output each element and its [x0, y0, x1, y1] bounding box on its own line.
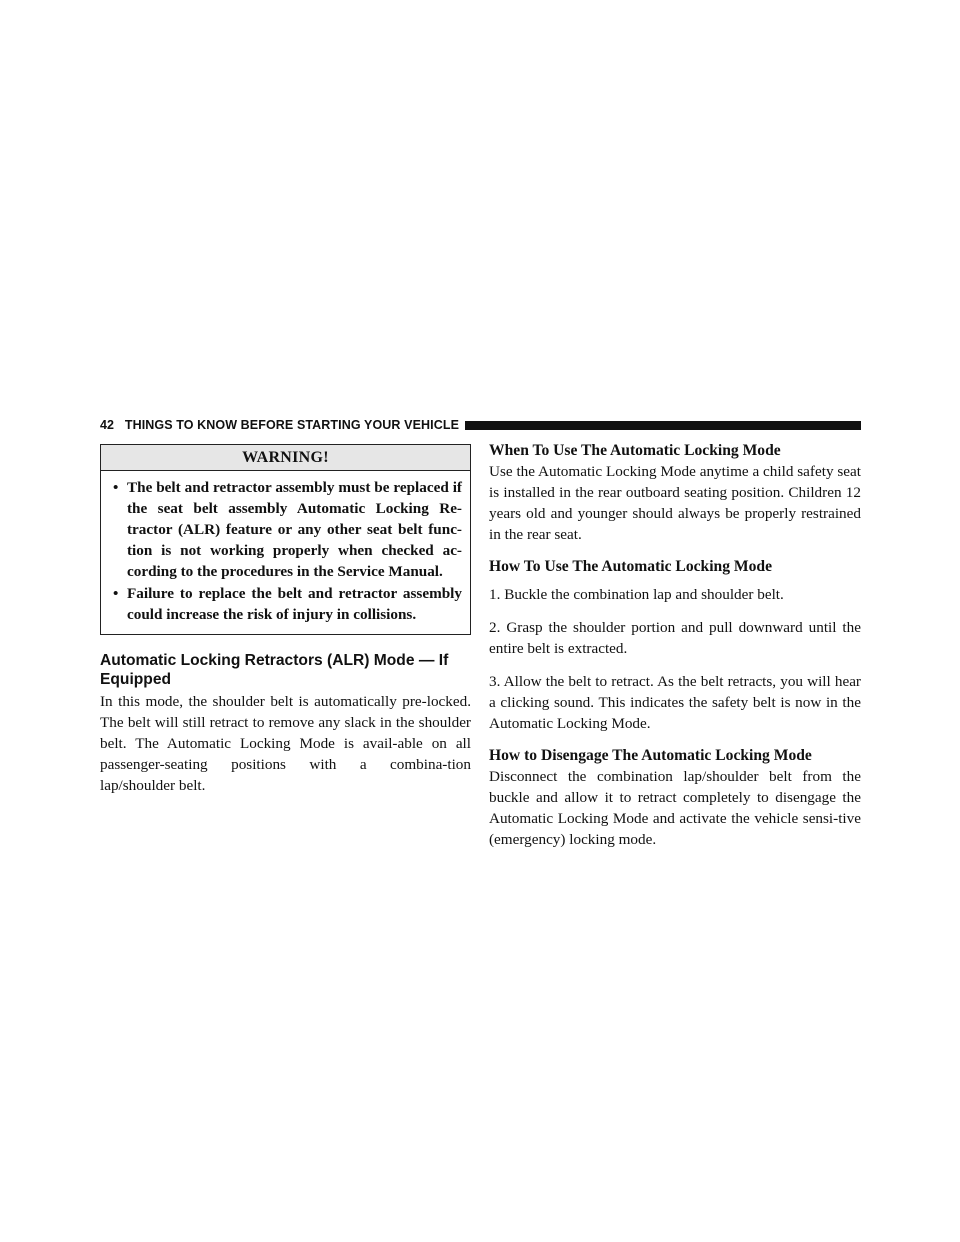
- step-1: 1. Buckle the combination lap and shoulder belt.: [489, 586, 784, 603]
- alr-mode-paragraph: In this mode, the shoulder belt is automatically pre-locked. The belt will still retract to remove any slack in the shoulder belt. The Automatic Locking Mode is avail-able on all passenger-seating positions with a combina-tion lap/shoulder belt.: [100, 693, 471, 794]
- warning-item-text: The belt and retractor assembly must be replaced if the seat belt assembly Automatic Locking Re-tractor (ALR) feature or any other seat belt func-tion is not working properly when checked ac-cording to the procedures in the Service Manual.: [127, 479, 462, 580]
- header-rule: [465, 421, 861, 430]
- step-3: 3. Allow the belt to retract. As the belt retracts, you will hear a clicking sound. This indicates the safety belt is now in the Automatic Locking Mode.: [489, 673, 861, 732]
- chapter-title: THINGS TO KNOW BEFORE STARTING YOUR VEHICLE: [124, 418, 460, 432]
- bullet-icon: •: [113, 479, 119, 496]
- warning-title: WARNING!: [101, 445, 470, 471]
- how-to-use-heading: How To Use The Automatic Locking Mode: [489, 558, 773, 575]
- disengage-paragraph: Disconnect the combination lap/shoulder belt from the buckle and allow it to retract completely to disengage the Automatic Locking Mode and activate the vehicle sensi-tive (emergency) locking mode.: [489, 768, 861, 848]
- running-header-title: [100, 418, 465, 432]
- right-column: [489, 441, 861, 850]
- warning-list: [101, 471, 470, 634]
- warning-item-text: Failure to replace the belt and retractor assembly could increase the risk of injury in collisions.: [127, 585, 462, 623]
- when-to-use-heading: When To Use The Automatic Locking Mode: [489, 442, 781, 459]
- warning-item: [113, 477, 462, 582]
- step-2: 2. Grasp the shoulder portion and pull downward until the entire belt is extracted.: [489, 619, 861, 657]
- warning-box: [100, 444, 471, 635]
- disengage-heading: How to Disengage The Automatic Locking Mode: [489, 747, 812, 764]
- left-column: [100, 444, 471, 796]
- when-to-use-paragraph: Use the Automatic Locking Mode anytime a child safety seat is installed in the rear outboard seating position. Children 12 years old and younger should always be properly restrained in the rear seat.: [489, 463, 861, 543]
- alr-mode-heading: Automatic Locking Retractors (ALR) Mode — If Equipped: [100, 652, 449, 688]
- running-header: [100, 417, 861, 433]
- warning-item: [113, 583, 462, 625]
- page-number: 42: [100, 418, 115, 432]
- bullet-icon: •: [113, 585, 119, 602]
